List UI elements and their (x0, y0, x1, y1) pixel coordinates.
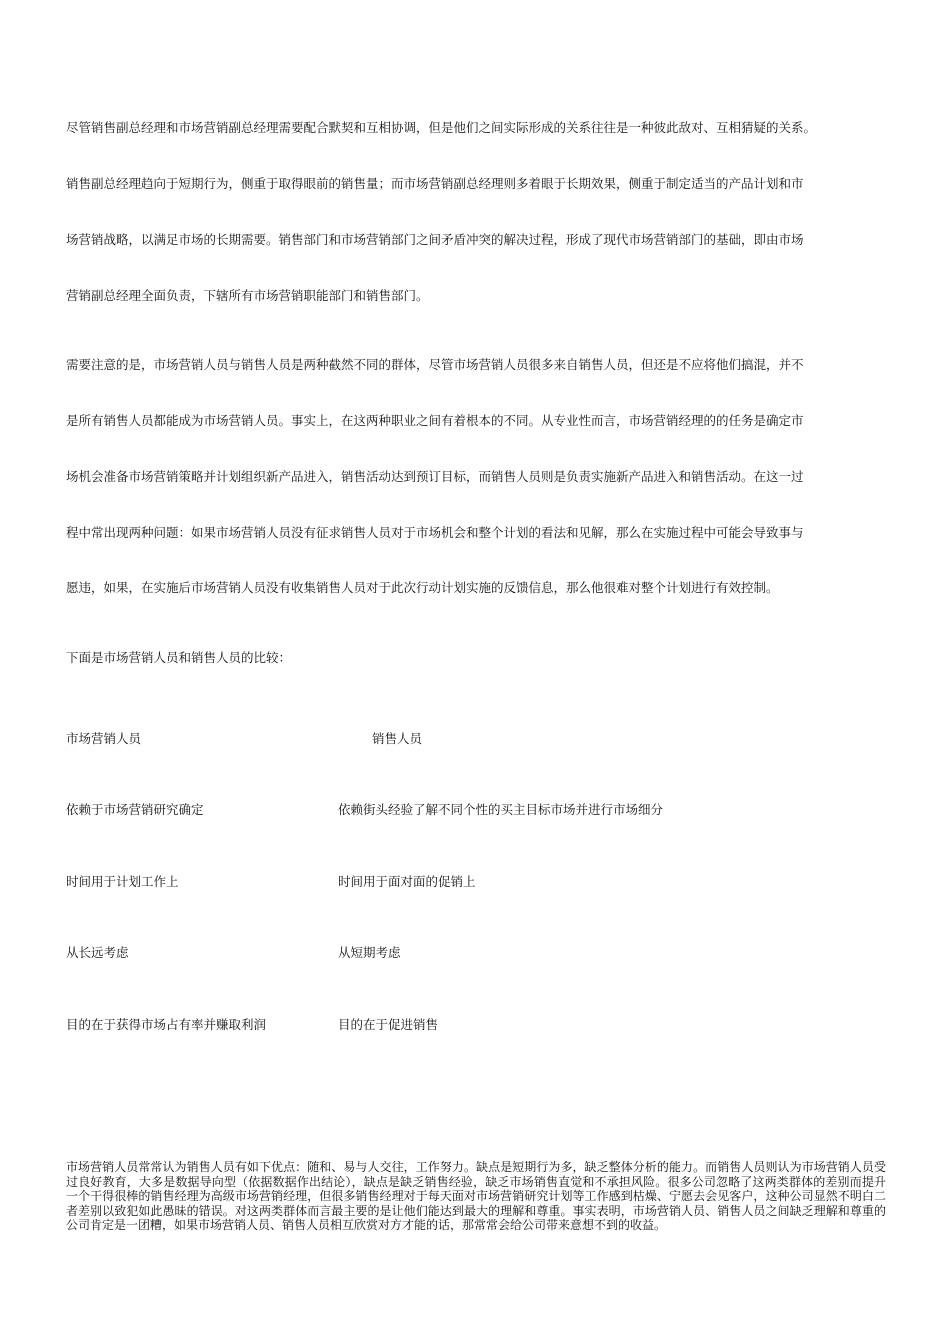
notice-line-1: 需要注意的是，市场营销人员与销售人员是两种截然不同的群体，尽管市场营销人员很多来自销售人员，但还是不应将他们搞混，并不 (66, 357, 804, 372)
comparison-row-4-marketing: 目的在于获得市场占有率并赚取利润 (66, 1017, 267, 1032)
comparison-row-2-sales: 时间用于面对面的促销上 (338, 874, 476, 889)
comparison-intro: 下面是市场营销人员和销售人员的比较： (66, 650, 292, 665)
comparison-row-1-marketing: 依赖于市场营销研究确定 (66, 802, 204, 817)
notice-line-4: 程中常出现两种问题：如果市场营销人员没有征求销售人员对于市场机会和整个计划的看法和见解，那么在实施过程中可能会导致事与 (66, 525, 804, 540)
intro-line-2: 销售副总经理趋向于短期行为，侧重于取得眼前的销售量；而市场营销副总经理则多着眼于长期效果，侧重于制定适当的产品计划和市 (66, 176, 804, 191)
notice-line-2: 是所有销售人员都能成为市场营销人员。事实上，在这两种职业之间有着根本的不同。从专业性而言，市场营销经理的的任务是确定市 (66, 413, 804, 428)
comparison-row-3-sales: 从短期考虑 (338, 945, 401, 960)
comparison-header-marketing: 市场营销人员 (66, 731, 142, 746)
comparison-row-3-marketing: 从长远考虑 (66, 945, 129, 960)
closing-paragraph: 市场营销人员常常认为销售人员有如下优点：随和、易与人交往，工作努力。缺点是短期行为多，缺乏整体分析的能力。而销售人员则认为市场营销人员受过良好教育，大多是数据导向型（依据数据作出结论），缺点是缺乏销售经验，缺乏市场销售直觉和不承担风险。很多公司忽略了这两类群体的差别而提升一个干得很棒的销售经理为高级市场营销经理，但很多销售经理对于每天面对市场营销研究计划等工作感到枯燥、宁愿去会见客户，这种公司显然不明白二者差别以致犯如此愚昧的错误。对这两类群体而言最主要的是让他们能达到最大的理解和尊重。事实表明，市场营销人员、销售人员之间缺乏理解和尊重的公司肯定是一团糟，如果市场营销人员、销售人员相互欣赏对方才能的话，那常常会给公司带来意想不到的收益。 (66, 1160, 886, 1232)
comparison-row-2-marketing: 时间用于计划工作上 (66, 874, 179, 889)
intro-line-3: 场营销战略，以满足市场的长期需要。销售部门和市场营销部门之间矛盾冲突的解决过程，形成了现代市场营销部门的基础，即由市场 (66, 232, 804, 247)
intro-line-4: 营销副总经理全面负责，下辖所有市场营销职能部门和销售部门。 (66, 288, 429, 303)
notice-line-3: 场机会准备市场营销策略并计划组织新产品进入，销售活动达到预订目标，而销售人员则是负责实施新产品进入和销售活动。在这一过 (66, 469, 804, 484)
comparison-row-1-sales: 依赖街头经验了解不同个性的买主目标市场并进行市场细分 (338, 802, 664, 817)
notice-line-5: 愿违，如果，在实施后市场营销人员没有收集销售人员对于此次行动计划实施的反馈信息，那么他很难对整个计划进行有效控制。 (66, 580, 779, 595)
comparison-row-4-sales: 目的在于促进销售 (338, 1017, 439, 1032)
intro-line-1: 尽管销售副总经理和市场营销副总经理需要配合默契和互相协调，但是他们之间实际形成的关系往往是一种彼此敌对、互相猜疑的关系。 (66, 120, 817, 135)
comparison-header-sales: 销售人员 (372, 731, 423, 746)
